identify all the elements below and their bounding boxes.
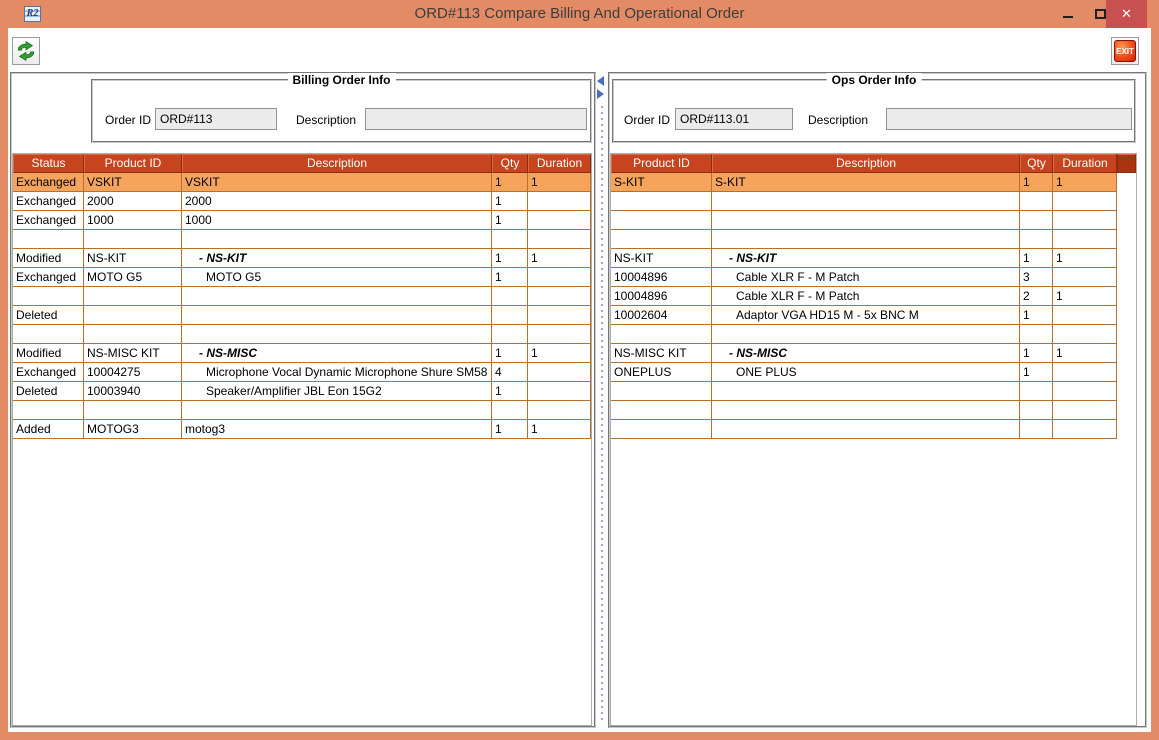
maximize-icon: [1095, 9, 1106, 19]
cell-duration: [528, 401, 591, 420]
billing-order-id-label: Order ID: [105, 113, 152, 127]
cell-product_id: 1000: [84, 211, 182, 230]
cell-duration: [1053, 401, 1117, 420]
close-icon: ✕: [1121, 6, 1132, 21]
cell-description: 1000: [182, 211, 492, 230]
cell-duration: [528, 382, 591, 401]
cell-qty: [1020, 382, 1053, 401]
cell-status: Deleted: [13, 306, 84, 325]
cell-duration: [528, 287, 591, 306]
cell-duration: [1053, 420, 1117, 439]
table-row[interactable]: [611, 382, 1136, 401]
cell-product_id: [611, 420, 712, 439]
cell-qty: [492, 230, 528, 249]
billing-groupbox: [91, 73, 592, 143]
cell-description: - NS-MISC: [712, 344, 1020, 363]
window-title: ORD#113 Compare Billing And Operational Order: [414, 5, 745, 22]
cell-product_id: [611, 230, 712, 249]
ops-description-field[interactable]: [886, 108, 1132, 130]
cell-qty: 1: [492, 382, 528, 401]
cell-duration: [1053, 363, 1117, 382]
cell-qty: [492, 325, 528, 344]
cell-description: ONE PLUS: [712, 363, 1020, 382]
cell-status: [13, 325, 84, 344]
table-row[interactable]: [13, 173, 591, 192]
cell-description: - NS-KIT: [712, 249, 1020, 268]
cell-duration: 1: [528, 173, 591, 192]
collapse-left-icon[interactable]: [597, 76, 604, 86]
cell-product_id: 10004275: [84, 363, 182, 382]
cell-qty: 1: [492, 420, 528, 439]
refresh-button[interactable]: [12, 37, 40, 65]
cell-qty: 1: [1020, 249, 1053, 268]
table-row[interactable]: [611, 192, 1136, 211]
cell-duration: [1053, 382, 1117, 401]
cell-status: Deleted: [13, 382, 84, 401]
cell-description: - NS-MISC: [182, 344, 492, 363]
cell-description: Cable XLR F - M Patch: [712, 287, 1020, 306]
cell-status: [13, 287, 84, 306]
table-row[interactable]: [13, 420, 591, 439]
cell-qty: [1020, 401, 1053, 420]
cell-duration: [1053, 230, 1117, 249]
cell-duration: [528, 325, 591, 344]
cell-duration: [528, 363, 591, 382]
billing-table: [12, 153, 592, 726]
table-row[interactable]: [611, 249, 1136, 268]
table-row[interactable]: [13, 344, 591, 363]
cell-product_id: NS-MISC KIT: [84, 344, 182, 363]
table-row[interactable]: [13, 401, 591, 420]
cell-product_id: ONEPLUS: [611, 363, 712, 382]
cell-duration: [1053, 211, 1117, 230]
column-header-filler: [1117, 154, 1136, 173]
cell-product_id: S-KIT: [611, 173, 712, 192]
billing-description-label: Description: [296, 113, 357, 127]
collapse-right-icon[interactable]: [597, 89, 604, 99]
cell-product_id: NS-KIT: [84, 249, 182, 268]
cell-product_id: [611, 401, 712, 420]
cell-description: [712, 401, 1020, 420]
cell-qty: 1: [1020, 363, 1053, 382]
cell-duration: [1053, 268, 1117, 287]
cell-status: Exchanged: [13, 211, 84, 230]
ops-groupbox: [612, 73, 1136, 143]
table-header-row: [13, 154, 591, 173]
cell-qty: 1: [1020, 344, 1053, 363]
cell-duration: [528, 230, 591, 249]
table-row[interactable]: [13, 249, 591, 268]
table-row[interactable]: [611, 420, 1136, 439]
cell-duration: [1053, 325, 1117, 344]
table-row[interactable]: [611, 230, 1136, 249]
table-row[interactable]: [13, 192, 591, 211]
table-row[interactable]: [611, 211, 1136, 230]
cell-description: VSKIT: [182, 173, 492, 192]
cell-duration: 1: [528, 420, 591, 439]
column-header-description[interactable]: Description: [712, 154, 1020, 173]
cell-duration: [1053, 192, 1117, 211]
column-header-description[interactable]: Description: [182, 154, 492, 173]
cell-status: [13, 401, 84, 420]
cell-product_id: [611, 211, 712, 230]
cell-description: Adaptor VGA HD15 M - 5x BNC M: [712, 306, 1020, 325]
cell-description: [182, 306, 492, 325]
table-row[interactable]: [13, 211, 591, 230]
cell-description: [182, 287, 492, 306]
cell-description: Speaker/Amplifier JBL Eon 15G2: [182, 382, 492, 401]
cell-qty: [1020, 192, 1053, 211]
cell-description: [712, 211, 1020, 230]
billing-panel: [10, 72, 596, 728]
cell-product_id: 10004896: [611, 268, 712, 287]
column-header-qty[interactable]: Qty: [492, 154, 528, 173]
table-row[interactable]: [13, 325, 591, 344]
cell-qty: [1020, 211, 1053, 230]
minimize-button[interactable]: [1057, 0, 1079, 28]
cell-description: [182, 230, 492, 249]
cell-product_id: MOTO G5: [84, 268, 182, 287]
cell-qty: 1: [1020, 306, 1053, 325]
cell-description: S-KIT: [712, 173, 1020, 192]
minimize-icon: [1063, 16, 1073, 18]
table-row[interactable]: [611, 325, 1136, 344]
cell-status: Exchanged: [13, 268, 84, 287]
billing-legend: Billing Order Info: [288, 73, 396, 87]
cell-duration: [528, 306, 591, 325]
cell-description: [712, 382, 1020, 401]
cell-qty: [1020, 420, 1053, 439]
exit-icon: EXIT: [1114, 40, 1136, 62]
column-header-product_id[interactable]: Product ID: [611, 154, 712, 173]
cell-duration: [528, 268, 591, 287]
cell-duration: 1: [528, 344, 591, 363]
cell-qty: [492, 287, 528, 306]
cell-qty: 1: [1020, 173, 1053, 192]
column-header-duration[interactable]: Duration: [528, 154, 591, 173]
cell-description: MOTO G5: [182, 268, 492, 287]
cell-qty: 1: [492, 268, 528, 287]
cell-duration: 1: [1053, 344, 1117, 363]
table-row[interactable]: [13, 230, 591, 249]
ops-panel: [608, 72, 1147, 728]
cell-qty: 1: [492, 249, 528, 268]
ops-legend: Ops Order Info: [827, 73, 922, 87]
ops-order-id-label: Order ID: [624, 113, 671, 127]
column-header-status[interactable]: Status: [13, 154, 84, 173]
table-row[interactable]: [611, 268, 1136, 287]
cell-description: Cable XLR F - M Patch: [712, 268, 1020, 287]
cell-description: Microphone Vocal Dynamic Microphone Shure SM58: [182, 363, 492, 382]
cell-product_id: NS-MISC KIT: [611, 344, 712, 363]
cell-product_id: [84, 287, 182, 306]
column-header-qty[interactable]: Qty: [1020, 154, 1053, 173]
cell-qty: 1: [492, 173, 528, 192]
cell-qty: [492, 306, 528, 325]
cell-status: [13, 230, 84, 249]
cell-product_id: 10003940: [84, 382, 182, 401]
splitpane-divider[interactable]: [596, 72, 608, 728]
cell-product_id: [611, 382, 712, 401]
exit-button[interactable]: [1111, 37, 1139, 65]
cell-description: [712, 325, 1020, 344]
refresh-icon: [15, 40, 37, 62]
cell-status: Added: [13, 420, 84, 439]
cell-product_id: 10002604: [611, 306, 712, 325]
cell-duration: 1: [1053, 249, 1117, 268]
cell-qty: 1: [492, 192, 528, 211]
cell-description: [182, 325, 492, 344]
billing-description-field[interactable]: [365, 108, 587, 130]
cell-product_id: 2000: [84, 192, 182, 211]
cell-status: Modified: [13, 249, 84, 268]
cell-status: Exchanged: [13, 192, 84, 211]
ops-description-label: Description: [808, 113, 869, 127]
cell-description: - NS-KIT: [182, 249, 492, 268]
cell-status: Modified: [13, 344, 84, 363]
cell-description: 2000: [182, 192, 492, 211]
cell-product_id: [611, 192, 712, 211]
table-row[interactable]: [611, 344, 1136, 363]
cell-qty: 2: [1020, 287, 1053, 306]
cell-duration: 1: [1053, 173, 1117, 192]
cell-product_id: [84, 401, 182, 420]
cell-product_id: [611, 325, 712, 344]
cell-product_id: VSKIT: [84, 173, 182, 192]
cell-duration: 1: [528, 249, 591, 268]
cell-qty: [492, 401, 528, 420]
app-icon: R2: [24, 6, 41, 22]
cell-qty: [1020, 230, 1053, 249]
cell-qty: 1: [492, 344, 528, 363]
table-row[interactable]: [13, 363, 591, 382]
cell-duration: [528, 211, 591, 230]
cell-product_id: 10004896: [611, 287, 712, 306]
titlebar: [0, 0, 1159, 28]
ops-order-id-field[interactable]: ORD#113.01: [675, 108, 793, 130]
cell-duration: [528, 192, 591, 211]
billing-order-id-field[interactable]: ORD#113: [155, 108, 277, 130]
cell-product_id: MOTOG3: [84, 420, 182, 439]
cell-qty: 1: [492, 211, 528, 230]
table-row[interactable]: [611, 401, 1136, 420]
cell-duration: [1053, 306, 1117, 325]
table-row[interactable]: [13, 268, 591, 287]
cell-duration: 1: [1053, 287, 1117, 306]
ops-table: [610, 153, 1137, 726]
table-row[interactable]: [13, 306, 591, 325]
cell-product_id: [84, 325, 182, 344]
table-row[interactable]: [13, 287, 591, 306]
cell-product_id: [84, 230, 182, 249]
column-header-product_id[interactable]: Product ID: [84, 154, 182, 173]
cell-product_id: [84, 306, 182, 325]
table-row[interactable]: [611, 363, 1136, 382]
column-header-duration[interactable]: Duration: [1053, 154, 1117, 173]
cell-description: [712, 230, 1020, 249]
table-row[interactable]: [13, 382, 591, 401]
client-area: [8, 28, 1151, 732]
cell-description: [182, 401, 492, 420]
cell-status: Exchanged: [13, 363, 84, 382]
cell-qty: 3: [1020, 268, 1053, 287]
divider-dots: [601, 106, 603, 722]
table-row[interactable]: [611, 306, 1136, 325]
cell-description: [712, 192, 1020, 211]
cell-description: [712, 420, 1020, 439]
cell-status: Exchanged: [13, 173, 84, 192]
cell-description: motog3: [182, 420, 492, 439]
table-row[interactable]: [611, 287, 1136, 306]
cell-qty: [1020, 325, 1053, 344]
cell-product_id: NS-KIT: [611, 249, 712, 268]
close-button[interactable]: [1106, 0, 1147, 28]
table-header-row: [611, 154, 1136, 173]
table-row[interactable]: [611, 173, 1136, 192]
cell-qty: 4: [492, 363, 528, 382]
